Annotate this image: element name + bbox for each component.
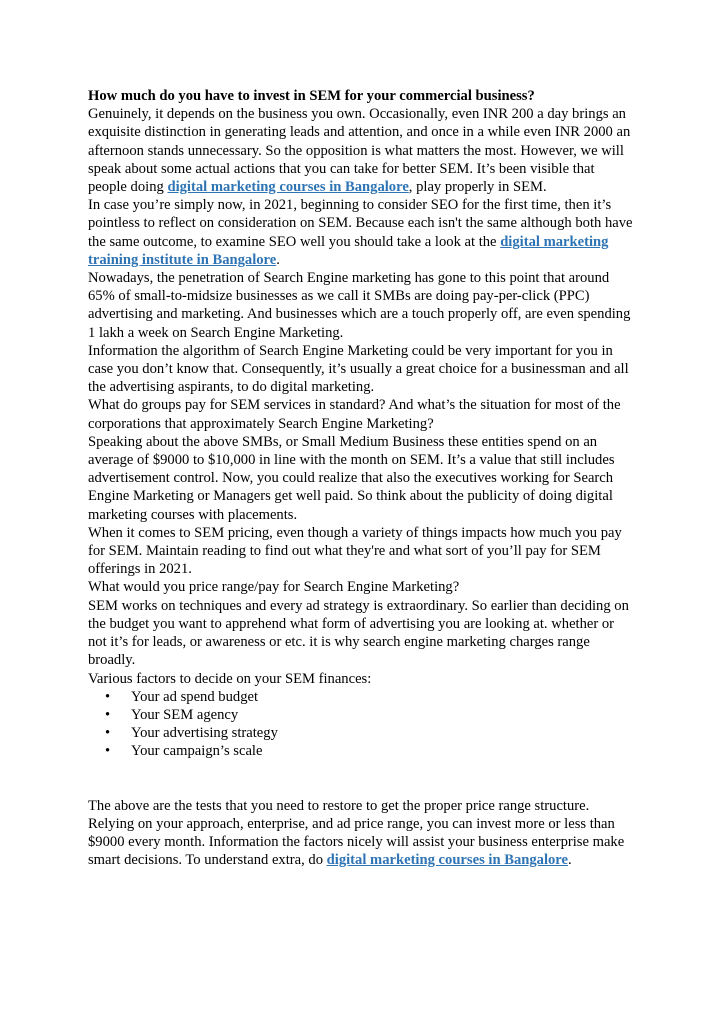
document-page bbox=[88, 87, 636, 869]
paragraph-text: Genuinely, it depends on the business you own. Occasionally, even INR 200 a day brings an exquisite distinction in generating leads and attention, and once in a while even INR 2000 an afternoon stands unnecessary. So the opposition is what matters the most. However, we will speak about some actual actions that you can take for better SEM. It’s been visible that people doing bbox=[88, 106, 631, 196]
paragraph-factors-intro: Various factors to decide on your SEM finances: bbox=[88, 670, 372, 687]
paragraph-seo bbox=[88, 196, 636, 269]
paragraph-conclusion bbox=[88, 797, 636, 870]
paragraph-text-after: . bbox=[568, 852, 572, 869]
list-item: • Your SEM agency bbox=[131, 706, 636, 724]
section-heading: How much do you have to invest in SEM for your commercial business? bbox=[88, 88, 535, 104]
paragraph-text: The above are the tests that you need to restore to get the proper price range structure. Relying on your approach, enterprise, and ad price range, you can invest more or less than $9000 every month. Information the factors nicely will assist your business enterprise make smart decisions. To understand extra, do bbox=[88, 797, 625, 869]
paragraph-price-question: What would you price range/pay for Search Engine Marketing? bbox=[88, 579, 460, 596]
paragraph-question: What do groups pay for SEM services in standard? And what’s the situation for most of the corporations that approximately Search Engine Marketing? bbox=[88, 397, 621, 432]
paragraph-text-after: . bbox=[276, 251, 280, 268]
factors-list bbox=[88, 688, 636, 761]
link-digital-marketing-courses-footer[interactable]: digital marketing courses in Bangalore bbox=[326, 852, 568, 869]
link-digital-marketing-courses[interactable]: digital marketing courses in Bangalore bbox=[167, 179, 409, 196]
list-item: • Your ad spend budget bbox=[131, 688, 636, 706]
paragraph-text: In case you’re simply now, in 2021, beginning to consider SEO for the first time, then it’s pointless to reflect on consideration on SEM. Because each isn't the same although both have the same outcome, to examine SEO well you should take a look at the bbox=[88, 197, 633, 250]
paragraph-text-after: , play properly in SEM. bbox=[408, 179, 547, 196]
link-training-institute[interactable]: digital marketing training institute in Bangalore bbox=[88, 233, 609, 268]
list-item: • Your campaign’s scale bbox=[131, 742, 636, 760]
paragraph-techniques: SEM works on techniques and every ad strategy is extraordinary. So earlier than deciding on the budget you want to apprehend what form of advertising you are looking at. whether or not it’s for leads, or awareness or etc. it is why search engine marketing charges range broadly. bbox=[88, 597, 629, 669]
paragraph-algorithm: Information the algorithm of Search Engine Marketing could be very important for you in case you don’t know that. Consequently, it’s usually a great choice for a businessman and all the advertising aspirants, to do digital marketing. bbox=[88, 342, 629, 396]
paragraph-pricing: When it comes to SEM pricing, even though a variety of things impacts how much you pay for SEM. Maintain reading to find out what they're and what sort of you’ll pay for SEM offerings in 2021. bbox=[88, 524, 622, 578]
spacer bbox=[88, 761, 636, 797]
paragraph-intro bbox=[88, 105, 636, 196]
list-item: • Your advertising strategy bbox=[131, 724, 636, 742]
paragraph-smbs: Speaking about the above SMBs, or Small Medium Business these entities spend on an average of $9000 to $10,000 in line with the month on SEM. It’s a value that still includes advertisement control. Now, you could realize that also the executives working for Search Engine Marketing or Managers get well paid. So think about the publicity of doing digital marketing courses with placements. bbox=[88, 433, 615, 523]
paragraph-penetration: Nowadays, the penetration of Search Engine marketing has gone to this point that around 65% of small-to-midsize businesses as we call it SMBs are doing pay-per-click (PPC) advertising and marketing. And businesses which are a touch properly off, are even spending 1 lakh a week on Search Engine Marketing. bbox=[88, 270, 631, 341]
